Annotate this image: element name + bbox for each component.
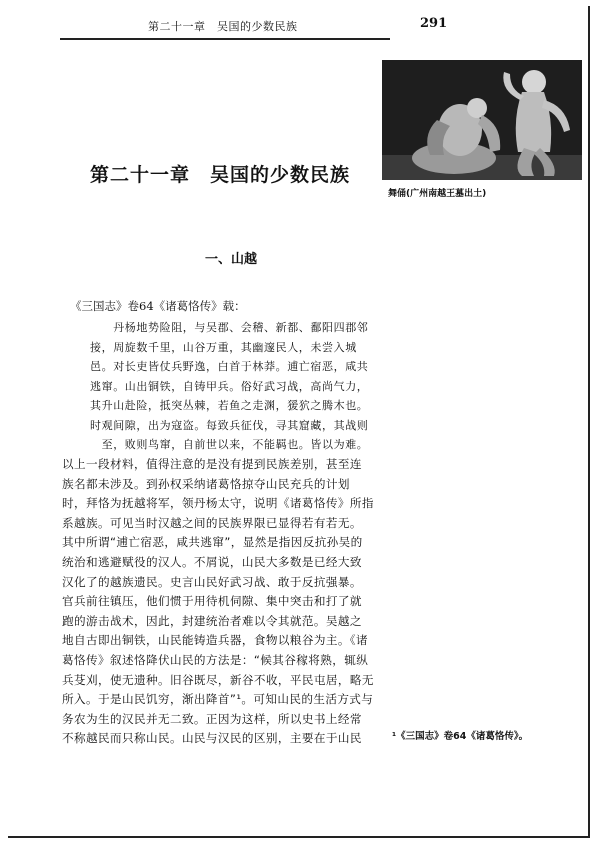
quote-line: 丹杨地势险阻，与吴郡、会稽、新都、鄱阳四郡邻 (90, 321, 369, 334)
body-line: 以上一段材料，值得注意的是没有提到民族差别，甚至连 (62, 457, 362, 471)
running-header (60, 14, 448, 40)
body-line: 地自古即出铜铁，山民能铸造兵器，食物以粮谷为主。《诸 (62, 633, 369, 648)
body-line: 系越族。可见当时汉越之间的民族界限已显得若有若无。 (62, 515, 362, 530)
body-line: 所入。于是山民饥穷，渐出降首”¹。可知山民的生活方式与 (62, 692, 374, 707)
page-number: 291 (420, 16, 448, 31)
body-line: 官兵前往镇压，他们惯于用待机伺隙、集中突击和打了就 (62, 594, 362, 609)
chapter-title: 第二十一章 吴国的少数民族 (90, 164, 351, 186)
margin-footnote: ¹《三国志》卷64《诸葛恪传》。 (392, 731, 529, 742)
quote-line: 时观间隙，出为寇盗。每致兵征伐，寻其窟藏，其战则 (90, 418, 369, 432)
quote-line: 其升山赴险，抵突丛棘，若鱼之走渊，猨狖之腾木也。 (90, 399, 369, 412)
quote-line: 邑。对长吏皆仗兵野逸，白首于林莽。逋亡宿恶，咸共 (90, 360, 369, 373)
body-line: 务农为生的汉民并无二致。正因为这样，所以史书上经常 (62, 711, 362, 726)
figure-caption: 舞俑(广州南越王墓出土) (388, 189, 487, 199)
body-line: 时，拜恪为抚越将军，领丹杨太守，说明《诸葛恪传》所指 (62, 496, 374, 511)
body-line: 汉化了的越族遗民。史言山民好武习战、敢于反抗强暴。 (62, 574, 362, 589)
body-text (62, 455, 390, 749)
quotation-block (90, 318, 388, 455)
body-line: 其中所谓“逋亡宿恶，咸共逃窜”，显然是指因反抗孙吴的 (62, 535, 363, 550)
section-title: 一、山越 (205, 252, 258, 267)
quote-intro: 《三国志》卷64《诸葛恪传》载： (70, 299, 246, 313)
quote-line: 接，周旋数千里，山谷万重，其幽邃民人，未尝入城 (90, 340, 357, 354)
quote-line: 至，败则鸟窜，自前世以来，不能羁也。皆以为难。 (90, 438, 369, 451)
quote-line: 逃窜。山出铜铁，自铸甲兵。俗好武习战，高尚气力， (90, 379, 369, 393)
body-line: 兵芟刈，使无遗种。旧谷既尽，新谷不收，平民屯居，略无 (62, 672, 374, 687)
body-line: 跑的游击战术，因此，封建统治者难以令其就范。吴越之 (62, 613, 362, 628)
body-line: 统治和逃避赋役的汉人。不屑说，山民大多数是已经大致 (62, 554, 362, 569)
body-line: 不称越民而只称山民。山民与汉民的区别，主要在于山民 (62, 731, 362, 746)
body-line: 族名都未涉及。到孙权采纳诸葛恪掠夺山民充兵的计划 (62, 476, 350, 491)
running-title: 第二十一章 吴国的少数民族 (148, 20, 298, 33)
dancer-figurine-photo (382, 60, 582, 180)
body-line: 葛恪传》叙述恪降伏山民的方法是：“候其谷稼将熟，辄纵 (62, 652, 369, 667)
